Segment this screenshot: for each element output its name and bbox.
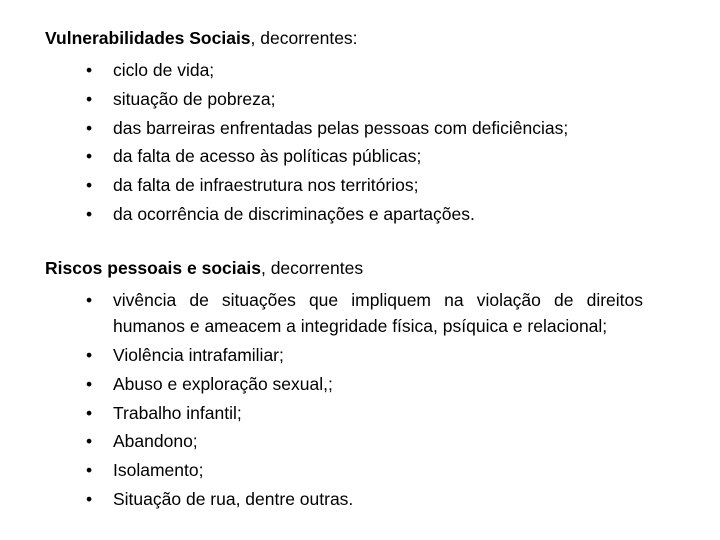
riscos-list [86,286,643,514]
list-item [86,171,568,200]
list-item-text: Trabalho infantil; [113,402,242,423]
bullet-icon: • [86,117,93,138]
list-item-text: Violência intrafamiliar; [113,345,284,365]
list-item [86,370,643,399]
list-item-text: das barreiras enfrentadas pelas pessoas com deficiências; [113,117,569,138]
bullet-icon: • [86,60,93,80]
list-item-text: Situação de rua, dentre outras. [113,488,354,509]
section-heading-rest: , decorrentes [260,258,364,278]
list-item-text: Abandono; [113,431,198,452]
list-item [86,399,643,428]
bullet-icon: • [86,290,93,310]
list-item-text: situação de pobreza; [113,88,276,109]
bullet-icon: • [86,460,93,481]
bullet-icon: • [86,431,93,452]
list-item [86,142,568,171]
bullet-icon: • [86,402,93,423]
section-heading-bold: Riscos pessoais e sociais [45,258,261,278]
bullet-icon: • [86,175,93,196]
list-item-text: vivência de situações que impliquem na violação de direitos humanos e ameacem a integridade física, psíquica e relacional; [113,290,643,336]
list-item-text: da ocorrência de discriminações e apartações. [113,203,475,224]
list-item [86,456,643,485]
section-heading-rest: , decorrentes: [250,28,358,48]
section-heading-bold: Vulnerabilidades Sociais [45,28,251,48]
list-item-text: da falta de acesso às políticas públicas; [113,146,422,167]
bullet-icon: • [86,488,93,509]
section-heading-riscos [45,257,363,279]
bullet-icon: • [86,146,93,167]
list-item [86,56,568,85]
bullet-icon: • [86,373,93,394]
list-item-text: Isolamento; [113,460,204,481]
list-item-text: ciclo de vida; [113,60,215,80]
list-item [86,427,643,456]
list-item [86,286,643,341]
bullet-icon: • [86,345,93,365]
list-item [86,341,643,370]
list-item-text: da falta de infraestrutura nos territórios; [113,175,419,196]
list-item [86,200,568,229]
list-item-text: Abuso e exploração sexual,; [113,373,333,394]
list-item [86,114,568,143]
list-item [86,485,643,514]
section-heading-vulnerabilidades [45,27,358,49]
list-item [86,85,568,114]
vulnerabilidades-list [86,56,568,229]
bullet-icon: • [86,88,93,109]
bullet-icon: • [86,203,93,224]
